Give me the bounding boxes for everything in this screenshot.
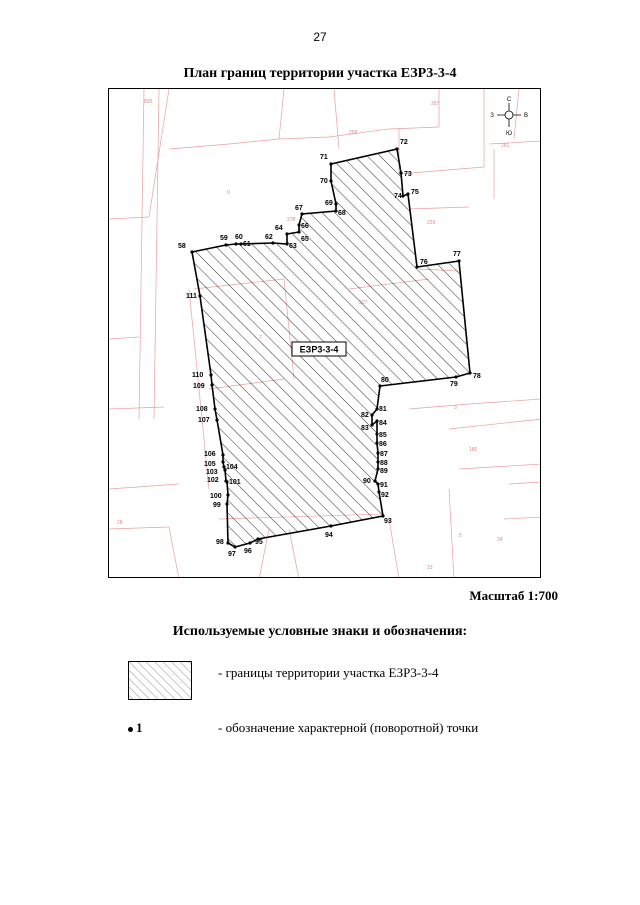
point-101-label: 101: [229, 479, 241, 486]
cadastral-line: [509, 482, 541, 484]
point-72-label: 72: [400, 139, 408, 146]
point-77-dot: [457, 259, 460, 262]
cadastral-line: [469, 399, 541, 404]
point-90-dot: [373, 479, 376, 482]
point-96-dot: [248, 541, 251, 544]
cadastral-line: [389, 519, 399, 578]
point-86-label: 86: [379, 441, 387, 448]
point-99-dot: [225, 502, 228, 505]
point-105-label: 105: [204, 461, 216, 468]
point-68-label: 68: [338, 210, 346, 217]
point-79-label: 79: [450, 381, 458, 388]
point-98-dot: [226, 541, 229, 544]
point-72-dot: [395, 147, 398, 150]
point-96-label: 96: [244, 548, 252, 555]
point-89-label: 89: [380, 468, 388, 475]
point-78-dot: [468, 371, 471, 374]
map-title: План границ территории участка ЕЗР3-3-4: [183, 66, 457, 81]
point-84-label: 84: [379, 420, 387, 427]
point-73-label: 73: [404, 171, 412, 178]
cadastral-line: [289, 529, 299, 578]
cadastral-line: [334, 89, 339, 149]
point-58-dot: [190, 250, 193, 253]
point-90-label: 90: [363, 478, 371, 485]
point-65-dot: [297, 230, 300, 233]
point-105-dot: [221, 460, 224, 463]
cadastral-line: [504, 517, 541, 519]
point-95-label: 95: [255, 539, 263, 546]
cadastral-line: [279, 137, 329, 139]
point-59-dot: [224, 243, 227, 246]
point-106-dot: [221, 453, 224, 456]
point-91-label: 91: [380, 482, 388, 489]
point-60-dot: [234, 242, 237, 245]
point-88-label: 88: [380, 460, 388, 467]
point-74-dot: [401, 194, 404, 197]
parcel-number: 28: [117, 520, 123, 526]
cadastral-line: [154, 89, 159, 419]
parcel-number: 229: [427, 220, 436, 226]
legend-boundary-text: - границы территории участка ЕЗР3-3-4: [218, 665, 439, 680]
cadastral-line: [449, 419, 541, 429]
cadastral-line: [109, 484, 179, 489]
parcel-number: 180: [469, 447, 478, 453]
point-77-label: 77: [453, 251, 461, 258]
legend-point-symbol: [128, 720, 143, 736]
point-80-dot: [378, 384, 381, 387]
point-75-label: 75: [411, 189, 419, 196]
parcel-number: 5: [459, 533, 462, 539]
point-61-label: 61: [243, 241, 251, 248]
point-66-label: 66: [301, 223, 309, 230]
page-number: 27: [313, 30, 327, 44]
parcel-number: 257: [431, 101, 440, 107]
cadastral-line: [489, 141, 541, 144]
point-99-label: 99: [213, 502, 221, 509]
compass-south: Ю: [505, 131, 513, 137]
point-108-label: 108: [196, 406, 208, 413]
map-frame: [108, 88, 541, 578]
point-83-dot: [370, 423, 373, 426]
point-64-label: 64: [275, 225, 283, 232]
legend-point-number: 1: [136, 720, 143, 735]
compass-east: В: [523, 113, 529, 119]
point-100-dot: [226, 493, 229, 496]
point-65-label: 65: [301, 236, 309, 243]
compass-north: С: [506, 97, 512, 103]
point-94-dot: [329, 524, 332, 527]
point-59-label: 59: [220, 235, 228, 242]
cadastral-line: [139, 89, 144, 419]
legend-hatch-swatch: [128, 661, 192, 700]
point-67-dot: [300, 212, 303, 215]
legend-title: Используемые условные знаки и обозначения:: [172, 624, 468, 639]
zone-label: [292, 342, 346, 356]
scale-label: Масштаб 1:700: [469, 588, 558, 603]
point-74-label: 74: [394, 193, 402, 200]
point-69-label: 69: [325, 200, 333, 207]
legend-point-text: - обозначение характерной (поворотной) точки: [218, 720, 479, 735]
point-106-label: 106: [204, 451, 216, 458]
point-102-dot: [224, 479, 227, 482]
point-60-label: 60: [235, 234, 243, 241]
point-76-dot: [415, 265, 418, 268]
point-82-label: 82: [361, 412, 369, 419]
cadastral-line: [514, 89, 519, 139]
cadastral-line: [279, 89, 284, 139]
cadastral-line: [409, 404, 469, 409]
point-110-dot: [209, 373, 212, 376]
point-dot-icon: [128, 727, 133, 732]
point-100-label: 100: [210, 493, 222, 500]
cadastral-line: [109, 527, 169, 529]
point-63-label: 63: [289, 243, 297, 250]
cadastral-line: [109, 337, 139, 339]
point-109-label: 109: [193, 383, 205, 390]
cadastral-line: [169, 527, 179, 578]
point-73-dot: [399, 171, 402, 174]
point-87-label: 87: [380, 451, 388, 458]
cadastral-line: [409, 207, 469, 209]
point-93-label: 93: [384, 518, 392, 525]
compass-west: З: [490, 113, 494, 119]
point-76-label: 76: [420, 259, 428, 266]
point-79-dot: [454, 375, 457, 378]
point-107-label: 107: [198, 417, 210, 424]
cadastral-line: [389, 127, 439, 129]
point-97-dot: [233, 545, 236, 548]
cadastral-line: [459, 464, 541, 469]
point-111-dot: [198, 294, 201, 297]
point-83-label: 83: [361, 425, 369, 432]
parcel-number: 9: [227, 190, 230, 196]
point-64-dot: [285, 232, 288, 235]
point-103-label: 103: [206, 469, 218, 476]
cadastral-line: [449, 489, 454, 578]
point-104-label: 104: [226, 464, 238, 471]
point-97-label: 97: [228, 551, 236, 558]
parcel-number: 895: [144, 99, 153, 105]
point-62-label: 62: [265, 234, 273, 241]
parcel-number: 23: [427, 565, 433, 571]
boundary-map: [109, 89, 541, 578]
point-110-label: 110: [192, 372, 204, 379]
point-85-label: 85: [379, 432, 387, 439]
point-108-dot: [213, 407, 216, 410]
cadastral-line: [169, 144, 229, 149]
parcel-number: 24: [497, 537, 503, 543]
point-70-dot: [329, 179, 332, 182]
point-98-label: 98: [216, 539, 224, 546]
point-67-label: 67: [295, 205, 303, 212]
point-69-dot: [334, 202, 337, 205]
zone-label-text: ЕЗР3-3-4: [299, 344, 339, 355]
compass-rose: [490, 97, 528, 137]
cadastral-line: [109, 407, 164, 409]
point-94-label: 94: [325, 532, 333, 539]
point-92-label: 92: [381, 492, 389, 499]
parcel-number: 3: [454, 405, 457, 411]
point-71-label: 71: [320, 154, 328, 161]
point-111-label: 111: [186, 293, 197, 300]
cadastral-line: [109, 217, 149, 219]
parcel-number: 278: [287, 217, 296, 223]
point-109-dot: [210, 383, 213, 386]
point-71-dot: [329, 162, 332, 165]
point-102-label: 102: [207, 477, 219, 484]
parcel-number: 261: [501, 143, 510, 149]
point-62-dot: [271, 241, 274, 244]
point-82-dot: [370, 413, 373, 416]
point-78-label: 78: [473, 373, 481, 380]
cadastral-line: [229, 139, 279, 144]
point-75-dot: [406, 192, 409, 195]
point-81-label: 81: [379, 406, 387, 413]
point-70-label: 70: [320, 178, 328, 185]
parcel-number: 258: [349, 130, 358, 136]
point-80-label: 80: [381, 377, 389, 384]
point-107-dot: [215, 418, 218, 421]
point-58-label: 58: [178, 243, 186, 250]
